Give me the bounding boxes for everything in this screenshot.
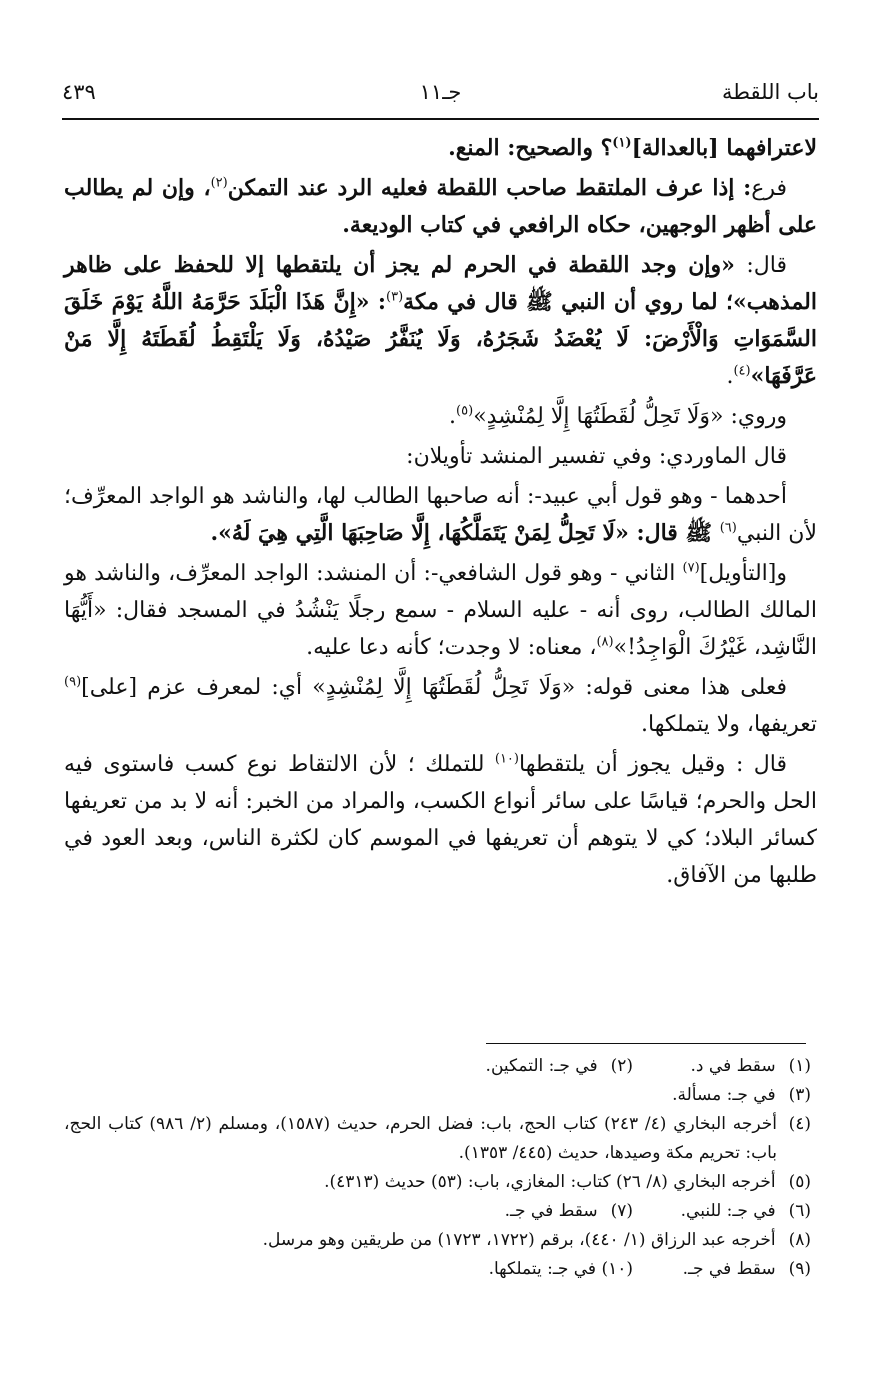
footnote-number: (٦) [788,1201,811,1221]
footnote-ref-5: (٥) [456,403,474,419]
footnote-text: أخرجه البخاري (٨/ ٢٦) كتاب: المغازي، باب: (٥٣) حديث (٤٣١٣). [324,1172,776,1192]
footnote-6 [633,1197,811,1226]
text-run: الثاني - وهو قول الشافعي-: أن المنشد: الواجد المعرِّف، والناشد هو المالك الطالب، روى أنه - عليه السلام - سمع رجلًا يَنْشُدُ في المسجد فقال: «أَيُّهَا النَّاشِد، غَيْرُكَ الْوَاجِدُ!» [64,561,817,660]
footnote-number: (٤) [788,1114,811,1134]
footnote-row [64,1052,811,1081]
paragraph-7 [64,555,817,666]
footnote-rule [486,1043,806,1044]
text-run: ، معناه: لا وجدت؛ كأنه دعا عليه. [306,635,597,660]
paragraph-label: قال: [746,253,787,278]
page-number: ٤٣٩ [62,80,96,104]
text-run: وقيل يجوز أن يلتقطها [519,752,736,777]
main-text [64,130,817,897]
paragraph-3 [64,247,817,395]
paragraph-8 [64,669,817,743]
footnote-8 [64,1226,811,1255]
footnote-text: في جـ: يتملكها. [488,1259,597,1279]
footnote-text: في جـ: للنبي. [680,1201,776,1221]
footnote-2 [486,1052,633,1081]
text-run: للتملك ؛ لأن الالتقاط نوع كسب فاستوى فيه الحل والحرم؛ قياسًا على سائر أنواع الكسب، والمراد من الخبر: أنه لا بد من تعريفها كسائر البلاد؛ كي لا يتوهم أن تعريفها في الموسم كان لكثرة الناس، وبعد العود في طلبها من الآفاق. [64,752,817,888]
footnote-ref-9: (٩) [64,674,82,690]
footnote-number: (٣) [788,1085,811,1105]
footnote-4 [64,1110,811,1168]
header-rule [62,118,819,120]
text-run: «وإن وجد اللقطة في الحرم لم يجز أن يلتقطها إلا للحفظ على ظاهر المذهب»؛ لما روي أن النبي ﷺ قال في مكة [64,252,817,315]
text-run: . [726,364,734,389]
paragraph-label: فرع [751,176,787,201]
text-run: لاعترافهما [بالعدالة] [631,135,817,161]
footnote-text: في جـ: مسألة. [672,1085,776,1105]
footnote-9 [633,1255,811,1284]
paragraph-1 [64,130,817,167]
chapter-title: باب اللقطة [722,80,819,104]
paragraph-6 [64,478,817,552]
text-run: أحدهما - وهو قول أبي عبيد-: أنه صاحبها الطالب لها، والناشد هو الواجد المعرِّف؛ لأن النبي [64,484,817,546]
text-run: : إذا عرف الملتقط صاحب اللقطة فعليه الرد عند التمكن [227,175,752,201]
footnote-ref-8: (٨) [596,634,614,650]
footnote-number: (٨) [788,1230,811,1250]
text-run: قال الماوردي: وفي تفسير المنشد تأويلان: [406,444,787,469]
footnote-ref-6: (٦) [719,520,737,536]
text-run: تعريفها، ولا يتملكها. [641,712,817,737]
footnote-text: في جـ: التمكين. [485,1056,598,1076]
hadith-quote: وروي: «وَلَا تَحِلُّ لُقَطَتُهَا إِلَّا لِمُنْشِدٍ» [473,404,787,429]
text-run: ؟ والصحيح: المنع. [448,135,613,161]
footnote-row [64,1197,811,1226]
footnote-ref-10: (١٠) [494,751,519,767]
running-header [62,74,819,110]
footnote-number: (٩) [788,1259,811,1279]
footnote-10 [489,1255,633,1284]
footnote-text: أخرجه البخاري (٤/ ٢٤٣) كتاب الحج، باب: فضل الحرم، حديث (١٥٨٧)، ومسلم (٢/ ٩٨٦) كتاب الحج، باب: تحريم مكة وصيدها، حديث (٤٤٥/ ١٣٥٣). [64,1114,777,1163]
footnote-number: (٥) [788,1172,811,1192]
footnote-ref-3: (٣) [386,289,404,305]
text-run: . [449,404,457,429]
footnote-1 [633,1052,811,1081]
paragraph-label: قال : [735,752,788,777]
footnote-text: سقط في جـ. [504,1201,598,1221]
footnote-text: سقط في د. [690,1056,776,1076]
footnotes [64,1052,811,1284]
footnote-ref-2: (٢) [210,175,228,191]
volume-label: جـ١١ [419,80,462,104]
footnote-3 [64,1081,811,1110]
footnote-text: سقط في جـ. [682,1259,776,1279]
footnote-number: (١٠) [601,1259,633,1279]
paragraph-5 [64,438,817,475]
paragraph-4 [64,398,817,435]
paragraph-9 [64,746,817,894]
hadith-quote: : «إِنَّ هَذَا الْبَلَدَ حَرَّمَهُ اللَّهُ يَوْمَ خَلَقَ السَّمَوَاتِ وَالْأَرْضَ: لَا يُعْضَدُ شَجَرُهُ، وَلَا يُنَفَّرُ صَيْدُهُ، وَلَا يَلْتَقِطُ لُقَطَتَهُ إِلَّا مَنْ عَرَّفَهَا» [64,289,817,389]
footnote-5 [64,1168,811,1197]
footnote-text: أخرجه عبد الرزاق (١/ ٤٤٠)، برقم (١٧٢٢، ١٧٢٣) من طريقين وهو مرسل. [262,1230,776,1250]
footnote-ref-4: (٤) [733,363,751,379]
text-run: و[التأويل] [699,561,787,586]
footnote-number: (٧) [610,1201,633,1221]
footnote-7 [505,1197,633,1226]
footnote-ref-7: (٧) [682,560,700,576]
footnote-ref-1: (١) [612,135,632,151]
hadith-quote: ﷺ قال: «لَا تَحِلُّ لِمَنْ يَتَمَلَّكُهَا، إِلَّا صَاحِبَهَا الَّتِي هِيَ لَهُ». [210,520,720,546]
paragraph-2 [64,170,817,244]
text-run: ، وإن لم يطالب على أظهر الوجهين، حكاه الرافعي في كتاب الوديعة. [64,175,817,238]
footnote-row [64,1255,811,1284]
footnote-number: (٢) [610,1056,633,1076]
footnote-number: (١) [788,1056,811,1076]
text-run: فعلى هذا معنى قوله: «وَلَا تَحِلُّ لُقَطَتُهَا إِلَّا لِمُنْشِدٍ» أي: لمعرف عزم [على] [81,675,787,700]
